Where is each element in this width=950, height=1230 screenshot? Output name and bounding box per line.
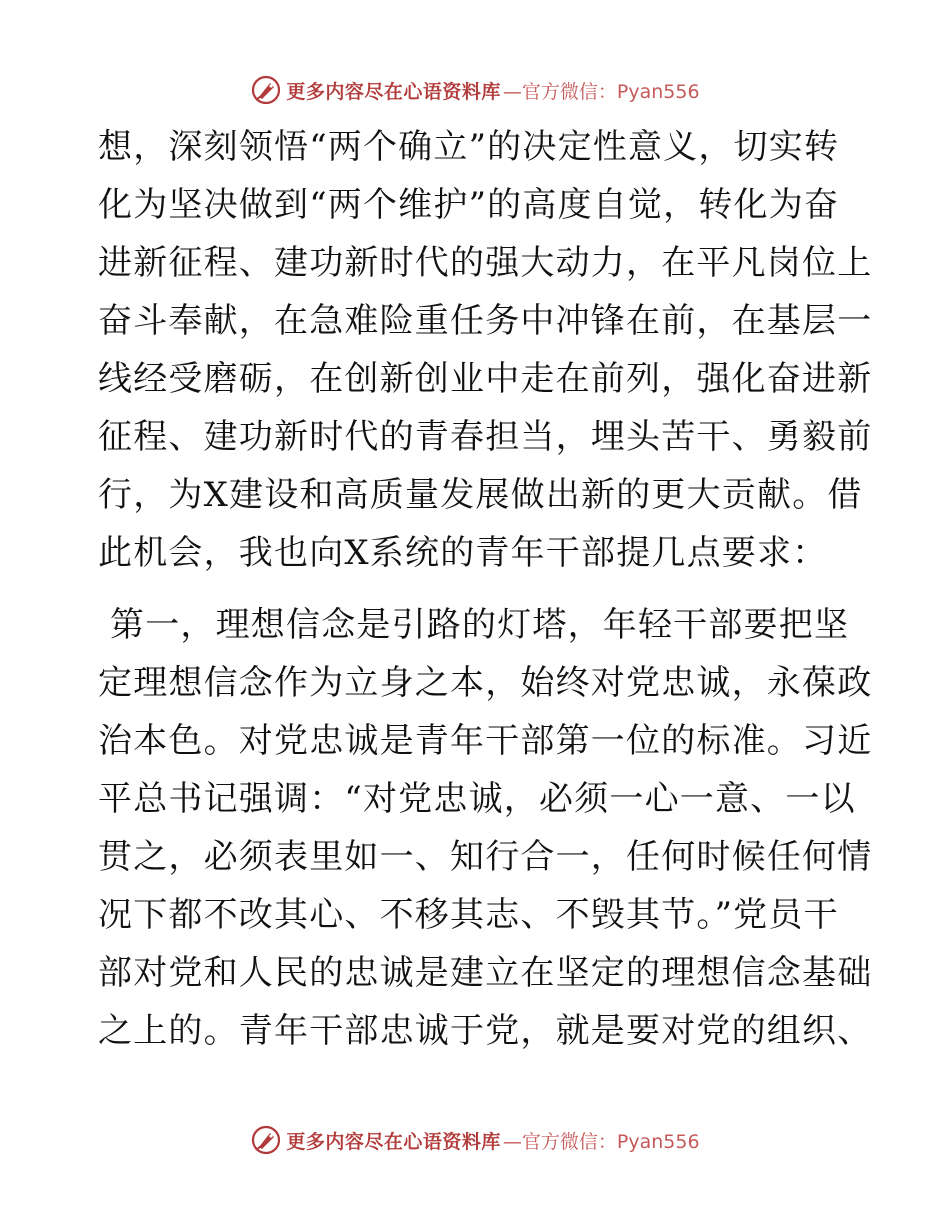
header-brand-text: 更多内容尽在心语资料库 xyxy=(286,80,501,103)
paragraph-2 xyxy=(98,596,873,1060)
paragraph-1 xyxy=(98,118,873,582)
pen-nib-logo-icon xyxy=(250,74,282,106)
footer-wechat-text: —官方微信：Pyan556 xyxy=(502,1130,700,1153)
text-line: 进新征程、建功新时代的强大动力，在平凡岗位上 xyxy=(98,243,873,283)
document-body xyxy=(98,118,873,1060)
text-line: 奋斗奉献，在急难险重任务中冲锋在前，在基层一 xyxy=(98,301,873,341)
text-line: 治本色。对党忠诚是青年干部第一位的标准。习近 xyxy=(98,721,873,761)
header-wechat-text: —官方微信：Pyan556 xyxy=(502,80,700,103)
text-line: 第一，理想信念是引路的灯塔，年轻干部要把坚 xyxy=(98,605,850,645)
text-line: 之上的。青年干部忠诚于党，就是要对党的组织、 xyxy=(98,1011,873,1051)
text-line: 征程、建功新时代的青春担当，埋头苦干、勇毅前 xyxy=(98,417,873,457)
text-line: 此机会，我也向X系统的青年干部提几点要求： xyxy=(98,533,828,573)
footer-brand-text: 更多内容尽在心语资料库 xyxy=(286,1130,501,1153)
header-watermark xyxy=(0,70,950,110)
text-line: 定理想信念作为立身之本，始终对党忠诚，永葆政 xyxy=(98,663,873,703)
text-line: 况下都不改其心、不移其志、不毁其节。”党员干 xyxy=(98,895,839,935)
text-line: 贯之，必须表里如一、知行合一，任何时候任何情 xyxy=(98,837,873,877)
text-line: 平总书记强调：“对党忠诚，必须一心一意、一以 xyxy=(98,779,856,819)
text-line: 行，为X建设和高质量发展做出新的更大贡献。借 xyxy=(98,475,863,515)
pen-nib-logo-icon xyxy=(250,1124,282,1156)
text-line: 化为坚决做到“两个维护”的高度自觉，转化为奋 xyxy=(98,185,840,225)
text-line: 线经受磨砺，在创新创业中走在前列，强化奋进新 xyxy=(98,359,873,399)
text-line: 想，深刻领悟“两个确立”的决定性意义，切实转 xyxy=(98,127,840,167)
paragraph-gap xyxy=(98,582,858,596)
text-line: 部对党和人民的忠诚是建立在坚定的理想信念基础 xyxy=(98,953,873,993)
footer-watermark xyxy=(0,1120,950,1160)
